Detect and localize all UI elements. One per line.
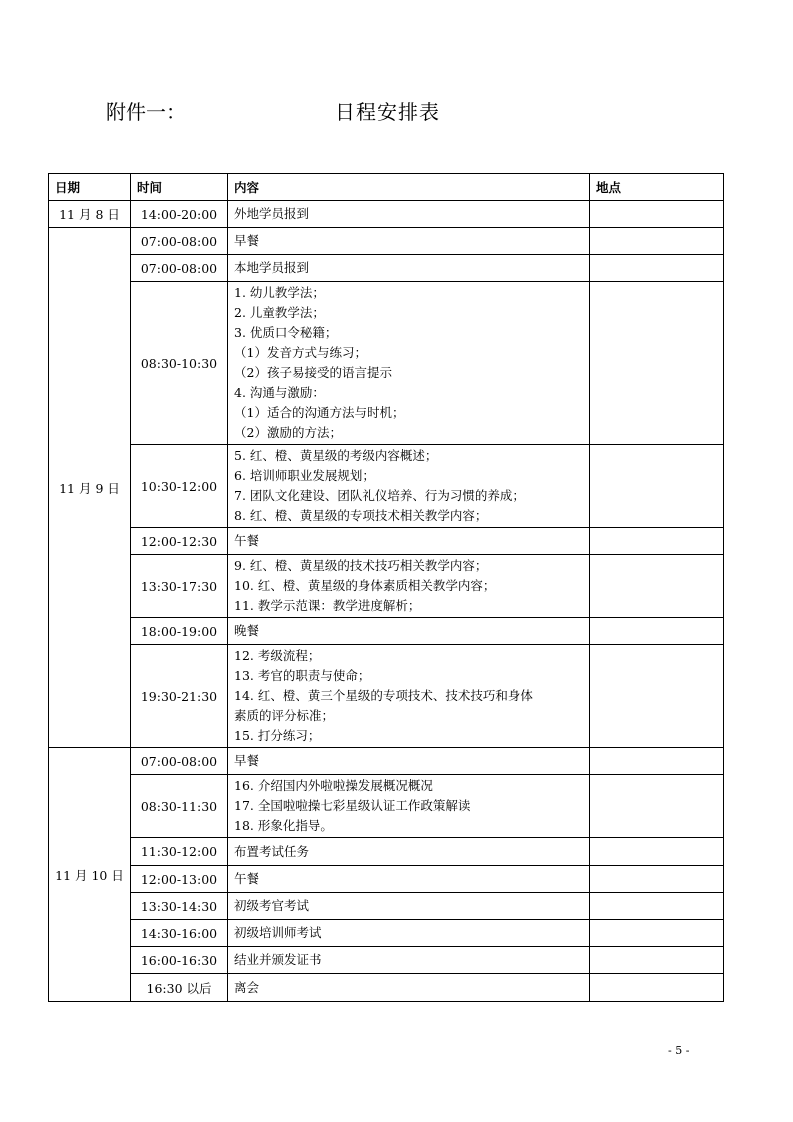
content-line: 17. 全国啦啦操七彩星级认证工作政策解读 [234, 798, 471, 813]
location-cell [590, 645, 724, 748]
content-cell [228, 748, 590, 775]
content-line: 3. 优质口令秘籍； [234, 325, 338, 340]
location-cell [590, 528, 724, 555]
date-cell: 11 月 9 日 [49, 228, 131, 748]
table-row [49, 920, 724, 947]
content-line: 9. 红、橙、黄星级的技术技巧相关教学内容； [234, 558, 488, 573]
location-cell [590, 618, 724, 645]
time-cell: 07:00-08:00 [131, 255, 228, 282]
time-cell: 16:00-16:30 [131, 947, 228, 974]
table-row [49, 866, 724, 893]
content-line: 早餐 [234, 233, 260, 248]
time-cell: 10:30-12:00 [131, 445, 228, 528]
content-line: 14. 红、橙、黄三个星级的专项技术、技术技巧和身体 [234, 688, 533, 703]
content-line: 5. 红、橙、黄星级的考级内容概述； [234, 448, 438, 463]
table-row [49, 528, 724, 555]
content-cell [228, 775, 590, 838]
location-cell [590, 838, 724, 866]
content-line: 15. 打分练习； [234, 728, 321, 743]
content-line: 1. 幼儿教学法； [234, 285, 325, 300]
location-cell [590, 201, 724, 228]
content-line: （2）孩子易接受的语言提示 [234, 365, 392, 380]
table-row [49, 255, 724, 282]
table-row [49, 201, 724, 228]
location-cell [590, 866, 724, 893]
content-cell [228, 282, 590, 445]
time-cell: 12:00-12:30 [131, 528, 228, 555]
content-cell [228, 974, 590, 1002]
column-header-time: 时间 [131, 174, 228, 201]
content-line: 素质的评分标准； [234, 708, 335, 723]
table-row [49, 282, 724, 445]
time-cell: 14:30-16:00 [131, 920, 228, 947]
column-header-location: 地点 [590, 174, 724, 201]
time-cell: 11:30-12:00 [131, 838, 228, 866]
table-row [49, 947, 724, 974]
table-row [49, 228, 724, 255]
content-line: 6. 培训师职业发展规划； [234, 468, 375, 483]
location-cell [590, 445, 724, 528]
time-cell: 07:00-08:00 [131, 228, 228, 255]
content-line: 午餐 [234, 871, 260, 886]
location-cell [590, 947, 724, 974]
content-line: （1）适合的沟通方法与时机； [234, 405, 405, 420]
location-cell [590, 893, 724, 920]
content-line: 4. 沟通与激励： [234, 385, 325, 400]
location-cell [590, 974, 724, 1002]
table-row [49, 748, 724, 775]
content-line: 午餐 [234, 533, 260, 548]
schedule-table [48, 173, 724, 1002]
time-cell: 18:00-19:00 [131, 618, 228, 645]
content-cell [228, 618, 590, 645]
time-cell: 13:30-17:30 [131, 555, 228, 618]
content-cell [228, 528, 590, 555]
content-line: 13. 考官的职责与使命； [234, 668, 371, 683]
time-cell: 12:00-13:00 [131, 866, 228, 893]
content-cell [228, 838, 590, 866]
time-cell: 07:00-08:00 [131, 748, 228, 775]
table-row [49, 775, 724, 838]
location-cell [590, 282, 724, 445]
content-line: 早餐 [234, 753, 260, 768]
content-line: 2. 儿童教学法； [234, 305, 325, 320]
table-row [49, 893, 724, 920]
table-row [49, 838, 724, 866]
time-cell: 16:30 以后 [131, 974, 228, 1002]
table-row [49, 445, 724, 528]
content-line: 7. 团队文化建设、团队礼仪培养、行为习惯的养成； [234, 488, 525, 503]
content-cell [228, 920, 590, 947]
content-cell [228, 201, 590, 228]
table-row [49, 618, 724, 645]
content-line: 外地学员报到 [234, 206, 310, 221]
content-line: 离会 [234, 979, 260, 995]
location-cell [590, 748, 724, 775]
content-cell [228, 947, 590, 974]
column-header-content: 内容 [228, 174, 590, 201]
page-heading [0, 96, 793, 126]
date-cell: 11 月 10 日 [49, 748, 131, 1002]
content-line: 初级考官考试 [234, 898, 310, 913]
attachment-label: 附件一： [106, 100, 186, 124]
table-row [49, 555, 724, 618]
content-cell [228, 555, 590, 618]
content-cell [228, 228, 590, 255]
table-row [49, 645, 724, 748]
content-line: 8. 红、橙、黄星级的专项技术相关教学内容； [234, 508, 488, 523]
content-line: （1）发音方式与练习； [234, 345, 367, 360]
content-line: 晚餐 [234, 623, 260, 638]
time-cell: 14:00-20:00 [131, 201, 228, 228]
table-header-row [49, 174, 724, 201]
content-cell [228, 893, 590, 920]
content-line: 结业并颁发证书 [234, 952, 322, 967]
content-cell [228, 645, 590, 748]
content-line: 初级培训师考试 [234, 925, 322, 940]
schedule-title: 日程安排表 [335, 100, 440, 124]
content-line: 12. 考级流程； [234, 648, 321, 663]
time-cell: 19:30-21:30 [131, 645, 228, 748]
page-number: - 5 - [668, 1044, 690, 1057]
location-cell [590, 920, 724, 947]
content-line: 10. 红、橙、黄星级的身体素质相关教学内容； [234, 578, 496, 593]
date-cell: 11 月 8 日 [49, 201, 131, 228]
location-cell [590, 555, 724, 618]
location-cell [590, 255, 724, 282]
schedule-body [49, 201, 724, 1002]
content-line: （2）激励的方法； [234, 425, 342, 440]
content-line: 本地学员报到 [234, 260, 310, 275]
content-line: 18. 形象化指导。 [234, 818, 333, 833]
content-cell [228, 866, 590, 893]
content-line: 16. 介绍国内外啦啦操发展概况概况 [234, 778, 433, 793]
column-header-date: 日期 [49, 174, 131, 201]
time-cell: 13:30-14:30 [131, 893, 228, 920]
location-cell [590, 775, 724, 838]
time-cell: 08:30-11:30 [131, 775, 228, 838]
location-cell [590, 228, 724, 255]
content-cell [228, 445, 590, 528]
time-cell: 08:30-10:30 [131, 282, 228, 445]
content-line: 布置考试任务 [234, 843, 310, 859]
content-line: 11. 教学示范课：教学进度解析； [234, 598, 421, 613]
table-row [49, 974, 724, 1002]
content-cell [228, 255, 590, 282]
